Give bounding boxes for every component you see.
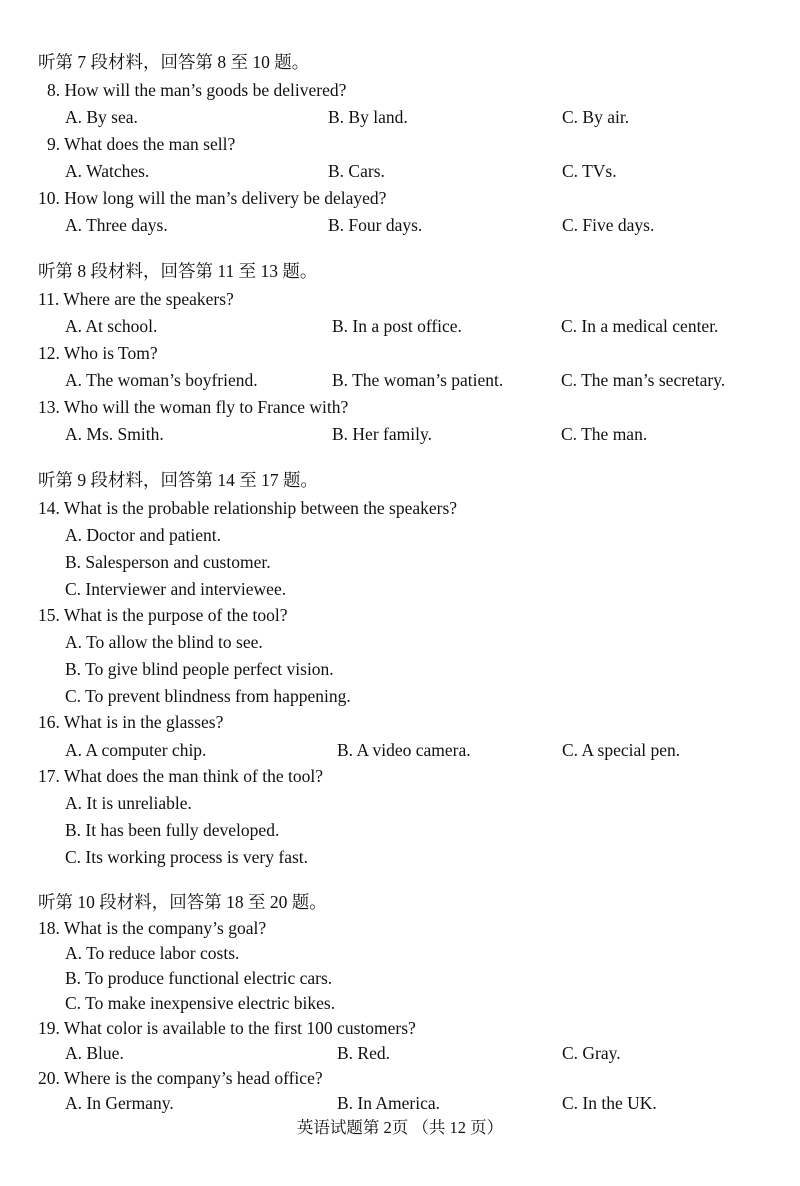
option-9b: B. Cars. (328, 161, 385, 181)
option-18c: C. To make inexpensive electric bikes. (65, 993, 336, 1013)
option-10c: C. Five days. (562, 215, 655, 235)
question-8: 8. How will the man’s goods be delivered? (47, 80, 347, 100)
option-10b: B. Four days. (328, 215, 423, 235)
option-15a: A. To allow the blind to see. (65, 632, 263, 652)
option-11b: B. In a post office. (332, 316, 462, 336)
option-17c: C. Its working process is very fast. (65, 847, 309, 867)
section-header: 听第 8 段材料，回答第 11 至 13 题。 (38, 261, 318, 281)
option-16b: B. A video camera. (337, 740, 471, 760)
option-18b: B. To produce functional electric cars. (65, 968, 333, 988)
option-17b: B. It has been fully developed. (65, 820, 280, 840)
question-10: 10. How long will the man’s delivery be delayed? (38, 188, 387, 208)
option-14a: A. Doctor and patient. (65, 525, 221, 545)
option-15c: C. To prevent blindness from happening. (65, 686, 351, 706)
option-8b: B. By land. (328, 107, 408, 127)
option-14c: C. Interviewer and interviewee. (65, 579, 287, 599)
option-19a: A. Blue. (65, 1043, 124, 1063)
option-20b: B. In America. (337, 1093, 441, 1113)
option-20a: A. In Germany. (65, 1093, 174, 1113)
question-18: 18. What is the company’s goal? (38, 918, 267, 938)
option-9c: C. TVs. (562, 161, 617, 181)
option-12a: A. The woman’s boyfriend. (65, 370, 258, 390)
option-9a: A. Watches. (65, 161, 150, 181)
option-19b: B. Red. (337, 1043, 390, 1063)
question-16: 16. What is in the glasses? (38, 712, 224, 732)
option-13a: A. Ms. Smith. (65, 424, 164, 444)
option-20c: C. In the UK. (562, 1093, 657, 1113)
option-14b: B. Salesperson and customer. (65, 552, 271, 572)
option-19c: C. Gray. (562, 1043, 621, 1063)
option-13b: B. Her family. (332, 424, 432, 444)
section-header: 听第 10 段材料，回答第 18 至 20 题。 (38, 892, 327, 912)
question-9: 9. What does the man sell? (47, 134, 236, 154)
question-11: 11. Where are the speakers? (38, 289, 234, 309)
question-20: 20. Where is the company’s head office? (38, 1068, 323, 1088)
question-17: 17. What does the man think of the tool? (38, 766, 323, 786)
option-13c: C. The man. (561, 424, 648, 444)
option-11a: A. At school. (65, 316, 158, 336)
page-footer: 英语试题第 2页 （共 12 页） (296, 1118, 504, 1137)
question-12: 12. Who is Tom? (38, 343, 158, 363)
option-11c: C. In a medical center. (561, 316, 719, 336)
question-19: 19. What color is available to the first 100 customers? (38, 1018, 416, 1038)
question-13: 13. Who will the woman fly to France with? (38, 397, 349, 417)
option-12b: B. The woman’s patient. (332, 370, 504, 390)
option-16c: C. A special pen. (562, 740, 681, 760)
question-15: 15. What is the purpose of the tool? (38, 605, 288, 625)
section-header: 听第 9 段材料，回答第 14 至 17 题。 (38, 470, 318, 490)
option-12c: C. The man’s secretary. (561, 370, 726, 390)
option-10a: A. Three days. (65, 215, 168, 235)
option-8c: C. By air. (562, 107, 630, 127)
option-18a: A. To reduce labor costs. (65, 943, 240, 963)
option-17a: A. It is unreliable. (65, 793, 192, 813)
option-15b: B. To give blind people perfect vision. (65, 659, 334, 679)
option-16a: A. A computer chip. (65, 740, 207, 760)
section-header: 听第 7 段材料，回答第 8 至 10 题。 (38, 52, 310, 72)
option-8a: A. By sea. (65, 107, 138, 127)
question-14: 14. What is the probable relationship between the speakers? (38, 498, 458, 518)
